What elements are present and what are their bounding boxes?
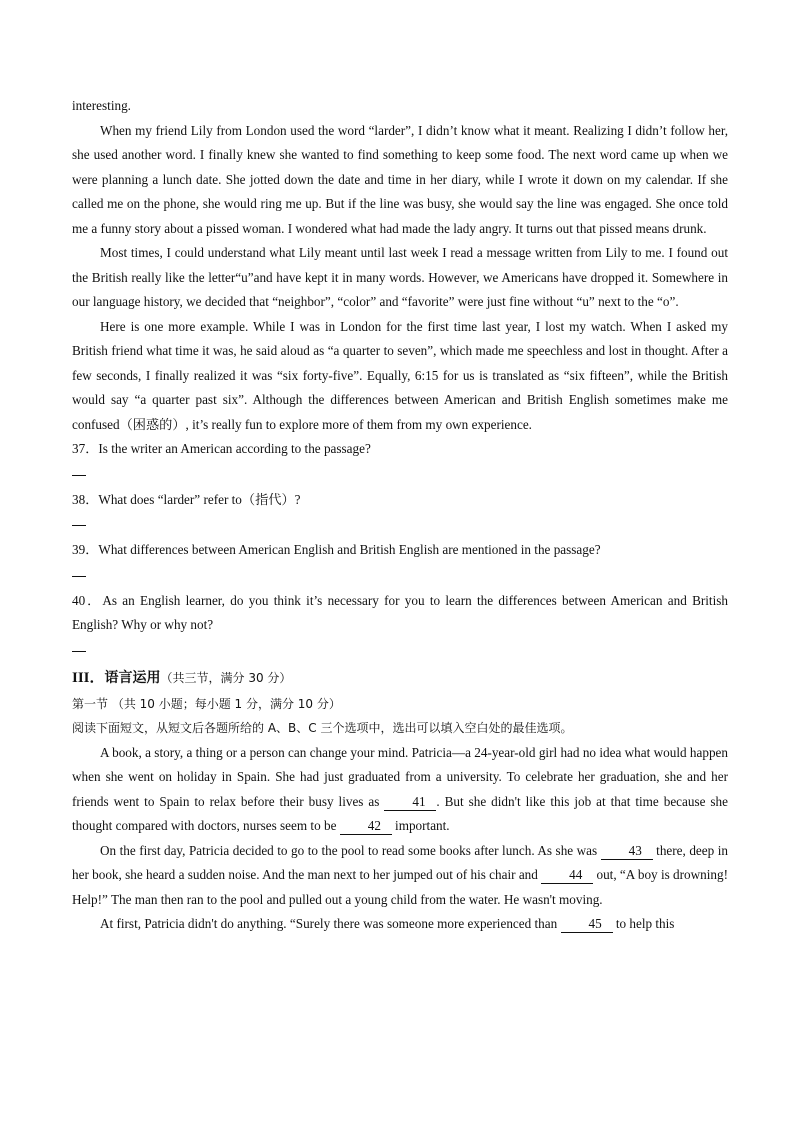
answer-line-38[interactable] <box>72 512 728 538</box>
cloze-text: important. <box>391 818 450 833</box>
section-heading <box>72 664 728 692</box>
part-heading: 第一节 （共 10 小题；每小题 1 分，满分 10 分） <box>72 696 341 711</box>
passage-fragment: interesting. <box>72 98 131 113</box>
cloze-text: out, “A boy is drowning! Help!” The man then ran to the pool and pulled out a young child from the water. He wasn't moving. <box>72 867 728 907</box>
blank-45[interactable]: 45 <box>561 916 613 933</box>
passage-paragraph-3: Here is one more example. While I was in London for the first time last year, I lost my watch. When I asked my British friend what time it was, he said aloud as “a quarter to seven”, which made me speechless and lost in thought. After a few seconds, I finally realized it was “six forty-five”. Equally, 6:15 for us is translated as “six fifteen”, while the British would say “a quarter past six”. Although the differences between American and British English sometimes make me confused（困惑的）, it’s really fun to explore more of them from my own experience. <box>72 318 728 432</box>
cloze-paragraph-1 <box>72 741 728 839</box>
cloze-text: A book, a story, a thing or a person can change your mind. Patricia—a 24-year-old girl had no idea what would happen when she went on holiday in Spain. She had just graduated from a university. To celebrate her graduation, she and her friends went to Spain to relax before their busy lives as <box>72 744 728 809</box>
blank-44[interactable]: 44 <box>541 867 593 884</box>
document-page <box>72 94 728 937</box>
blank-41[interactable]: 41 <box>384 794 436 811</box>
cloze-text: At first, Patricia didn't do anything. “Surely there was someone more experienced than <box>100 916 561 931</box>
section-title: 语言运用 <box>104 669 161 686</box>
question-40: 40．As an English learner, do you think it’s necessary for you to learn the differences between American and British English? Why or why not? <box>72 592 728 632</box>
question-38: 38．What does “larder” refer to（指代）? <box>72 491 301 507</box>
cloze-text: to help this <box>612 916 675 931</box>
blank-43[interactable]: 43 <box>601 843 653 860</box>
cloze-text: On the first day, Patricia decided to go to the pool to read some books after lunch. As she was <box>100 842 601 858</box>
cloze-text: there, deep in her book, she heard a sudden noise. And the man next to her jumped out of his chair and <box>72 842 728 882</box>
cloze-text: . But she didn't like this job at that time because she thought compared with doctors, nurses seem to be <box>72 793 728 833</box>
question-39: 39．What differences between American English and British English are mentioned in the passage? <box>72 542 601 557</box>
answer-line-39[interactable] <box>72 563 728 589</box>
blank-42[interactable]: 42 <box>340 818 392 835</box>
cloze-paragraph-2 <box>72 839 728 913</box>
section-number: III． <box>72 669 105 686</box>
part-instruction: 阅读下面短文，从短文后各题所给的 A、B、C 三个选项中，选出可以填入空白处的最佳选项。 <box>72 721 573 735</box>
passage-paragraph-2: Most times, I could understand what Lily meant until last week I read a message written from Lily to me. I found out the British really like the letter“u”and have kept it in many words. However, we Americans have dropped it. Somewhere in our language history, we decided that “neighbor”, “color” and “favorite” were just fine without “u” next to the “o”. <box>72 245 728 309</box>
cloze-paragraph-3 <box>72 912 728 937</box>
section-subtitle: （共三节，满分 30 分） <box>160 670 292 685</box>
answer-line-37[interactable] <box>72 462 728 488</box>
passage-paragraph-1: When my friend Lily from London used the word “larder”, I didn’t know what it meant. Realizing I didn’t follow her, she used another word. I finally knew she wanted to find something to keep some food. The next word came up when we were planning a lunch date. She jotted down the date and time in her diary, while I wrote it down on my calendar. If she called me on the phone, she would ring me up. But if the line was busy, she would say the line was engaged. She once told me a funny story about a pissed woman. I wondered what had made the lady angry. It turns out that pissed means drunk. <box>72 122 728 236</box>
question-37: 37．Is the writer an American according to the passage? <box>72 441 371 456</box>
answer-line-40[interactable] <box>72 638 728 664</box>
